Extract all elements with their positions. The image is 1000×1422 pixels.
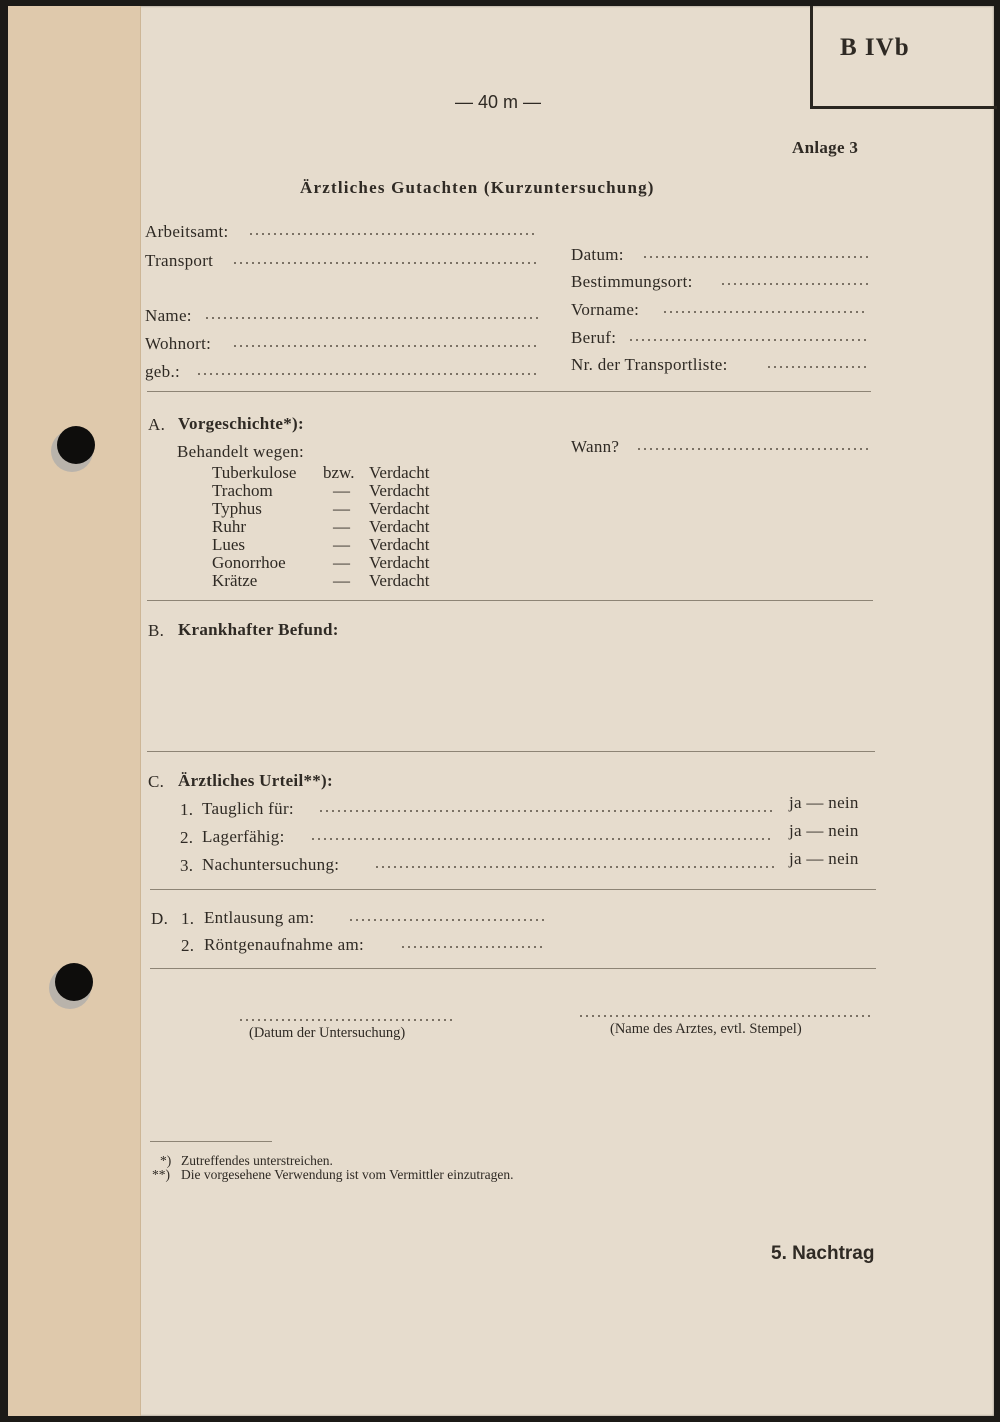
disease-name: Ruhr	[212, 517, 246, 536]
fitness-label: Tauglich für:	[202, 799, 294, 818]
footnote-text: Zutreffendes unterstreichen.	[181, 1153, 333, 1168]
field-occupation-label: Beruf:	[571, 328, 617, 347]
divider-4	[150, 889, 876, 890]
disease-separator: —	[333, 535, 350, 554]
footnote-mark: *)	[160, 1153, 172, 1168]
divider-1	[147, 391, 871, 392]
disease-suspect-option[interactable]: Verdacht	[369, 571, 430, 590]
disease-suspect-option[interactable]: Verdacht	[369, 535, 430, 554]
field-name-line[interactable]	[204, 317, 538, 319]
field-date-label: Datum:	[571, 245, 624, 264]
camp-fitness-line[interactable]	[310, 838, 774, 840]
field-birth-label: geb.:	[145, 362, 181, 381]
xray-line[interactable]	[400, 946, 544, 948]
field-employment-office-line[interactable]	[248, 233, 538, 235]
divider-5	[150, 968, 876, 969]
disease-suspect-option[interactable]: Verdacht	[369, 499, 430, 518]
judgement-number: 3.	[180, 856, 194, 875]
punch-hole-bottom	[55, 963, 93, 1001]
disease-separator: —	[333, 499, 350, 518]
camp-fitness-label: Lagerfähig:	[202, 827, 285, 846]
field-residence-label: Wohnort:	[145, 334, 212, 353]
xray-number: 2.	[181, 936, 195, 955]
field-date-line[interactable]	[642, 256, 868, 258]
punch-hole-top	[57, 426, 95, 464]
when-line[interactable]	[636, 448, 868, 450]
disease-name: Trachom	[212, 481, 273, 500]
exam-date-line[interactable]	[238, 1019, 452, 1021]
reexamination-line[interactable]	[374, 866, 774, 868]
disease-separator: —	[333, 481, 350, 500]
delousing-line[interactable]	[348, 919, 544, 921]
field-transport-line[interactable]	[232, 262, 538, 264]
disease-name: Tuberkulose	[212, 463, 297, 482]
disease-suspect-option[interactable]: Verdacht	[369, 463, 430, 482]
section-b-prefix: B.	[148, 621, 165, 640]
field-employment-office-label: Arbeitsamt:	[145, 222, 229, 241]
judgement-number: 1.	[180, 800, 194, 819]
fitness-choice[interactable]: ja — nein	[789, 793, 859, 812]
camp-fitness-choice[interactable]: ja — nein	[789, 821, 859, 840]
disease-suspect-option[interactable]: Verdacht	[369, 517, 430, 536]
field-occupation-line[interactable]	[628, 339, 868, 341]
reexamination-label: Nachuntersuchung:	[202, 855, 340, 874]
reexamination-choice[interactable]: ja — nein	[789, 849, 859, 868]
xray-label: Röntgenaufnahme am:	[204, 935, 365, 954]
field-transport-label: Transport	[145, 251, 214, 270]
supplement-label: 5. Nachtrag	[771, 1243, 875, 1264]
judgement-number: 2.	[180, 828, 194, 847]
footnote-rule	[150, 1141, 272, 1142]
page-number: — 40 m —	[455, 92, 542, 112]
delousing-label: Entlausung am:	[204, 908, 315, 927]
doctor-signature-caption: (Name des Arztes, evtl. Stempel)	[610, 1021, 802, 1037]
field-residence-line[interactable]	[232, 345, 538, 347]
disease-separator: —	[333, 517, 350, 536]
field-name-label: Name:	[145, 306, 192, 325]
disease-separator: bzw.	[323, 463, 355, 482]
field-first-name-line[interactable]	[662, 311, 868, 313]
divider-2	[147, 600, 873, 601]
disease-separator: —	[333, 571, 350, 590]
field-destination-line[interactable]	[720, 283, 868, 285]
disease-suspect-option[interactable]: Verdacht	[369, 481, 430, 500]
field-birth-line[interactable]	[196, 373, 538, 375]
disease-name: Gonorrhoe	[212, 553, 286, 572]
section-d-prefix: D.	[151, 909, 169, 928]
disease-separator: —	[333, 553, 350, 572]
fitness-line[interactable]	[318, 810, 774, 812]
disease-name: Typhus	[212, 499, 262, 518]
binding-margin	[8, 6, 141, 1416]
section-b-heading: Krankhafter Befund:	[178, 620, 339, 639]
appendix-label: Anlage 3	[792, 138, 859, 157]
findings-area[interactable]	[178, 648, 868, 743]
footnote-text: Die vorgesehene Verwendung ist vom Vermittler einzutragen.	[181, 1167, 514, 1182]
form-title: Ärztliches Gutachten (Kurzuntersuchung)	[300, 178, 655, 197]
section-c-heading: Ärztliches Urteil**):	[178, 771, 333, 790]
section-a-prefix: A.	[148, 415, 166, 434]
disease-name: Krätze	[212, 571, 258, 590]
treated-for-label: Behandelt wegen:	[177, 442, 305, 461]
exam-date-caption: (Datum der Untersuchung)	[249, 1025, 406, 1041]
divider-3	[147, 751, 875, 752]
section-c-prefix: C.	[148, 772, 165, 791]
section-a-heading: Vorgeschichte*):	[178, 414, 304, 433]
footnote-mark: **)	[152, 1167, 170, 1182]
disease-suspect-option[interactable]: Verdacht	[369, 553, 430, 572]
field-transport-list-label: Nr. der Transportliste:	[571, 355, 728, 374]
series-code: B IVb	[840, 34, 910, 61]
field-transport-list-line[interactable]	[766, 366, 868, 368]
field-first-name-label: Vorname:	[571, 300, 640, 319]
disease-name: Lues	[212, 535, 246, 554]
when-label: Wann?	[571, 437, 620, 456]
doctor-signature-line[interactable]	[578, 1015, 874, 1017]
field-destination-label: Bestimmungsort:	[571, 272, 693, 291]
delousing-number: 1.	[181, 909, 195, 928]
